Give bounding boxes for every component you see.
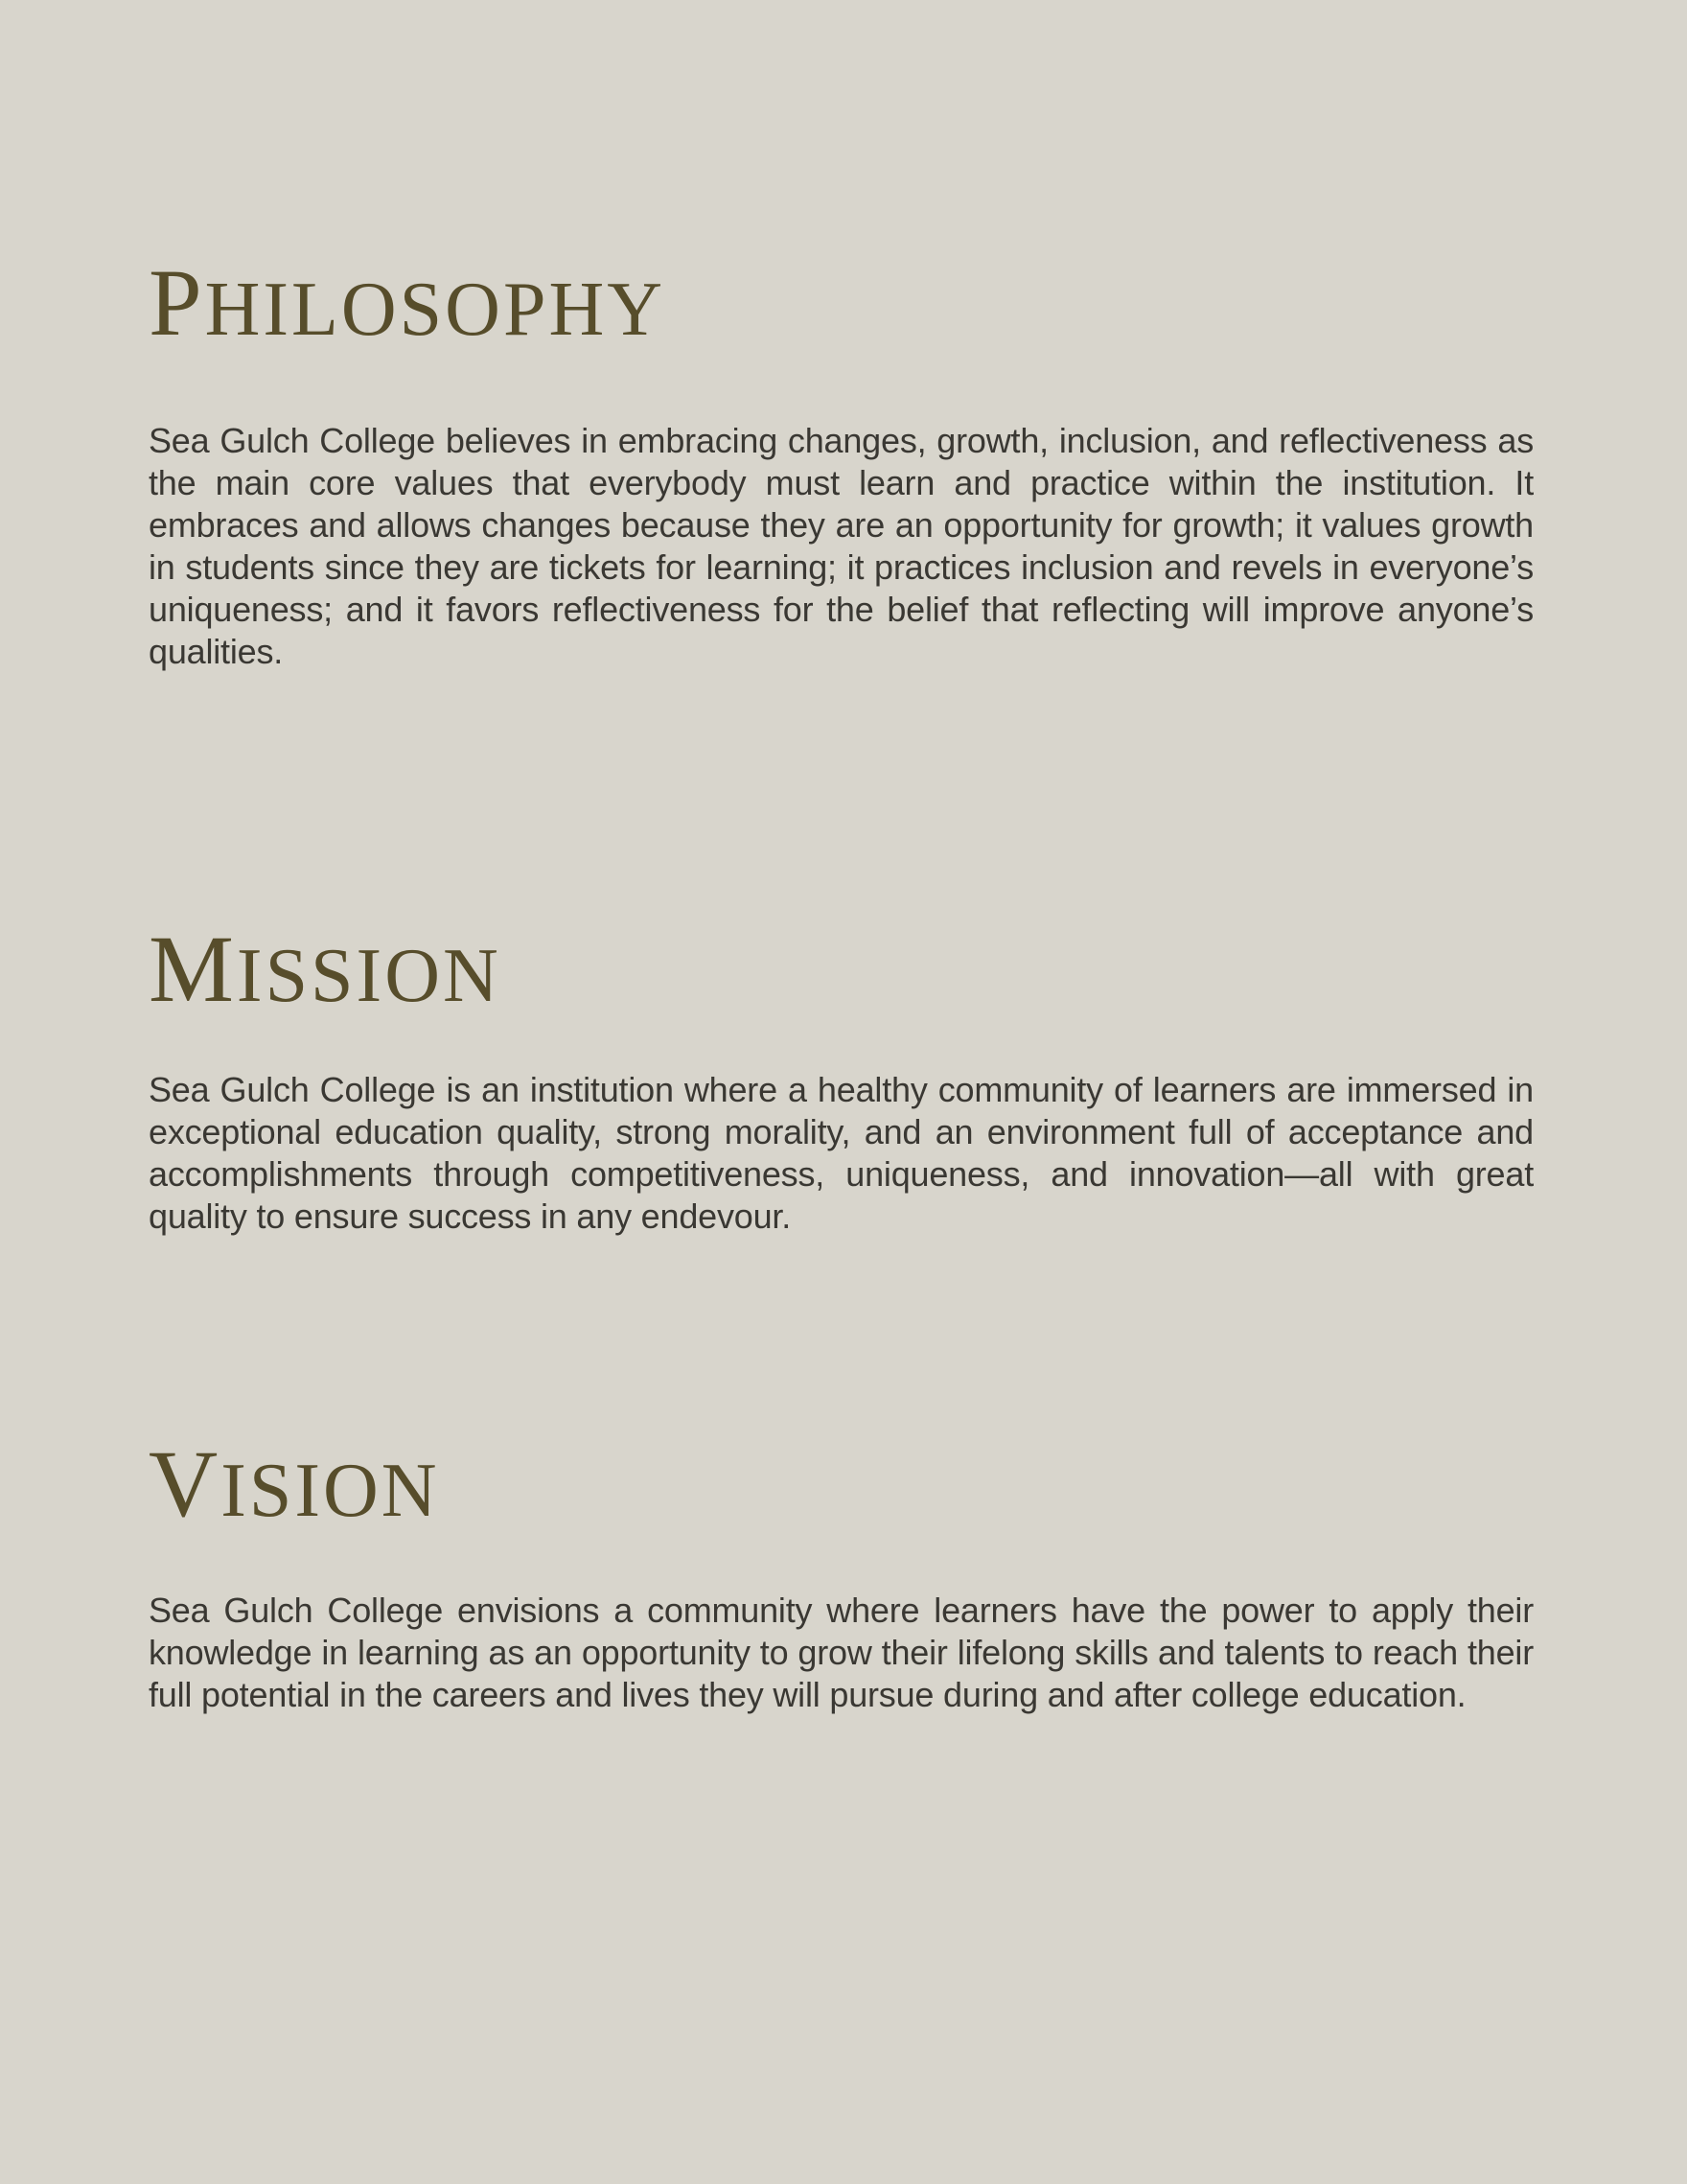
vision-paragraph: Sea Gulch College envisions a community where learners have the power to apply their knowledge in learning as an opportunity to grow their lifelong skills and talents to reach their full potential in the careers and lives they will pursue during and after college education. (149, 1591, 1534, 1714)
section-vision (149, 1430, 1534, 1716)
vision-heading (149, 1430, 1534, 1537)
mission-paragraph: Sea Gulch College is an institution where a healthy community of learners are immersed in exceptional education quality, strong morality, and an environment full of acceptance and accomplishments through competitiveness, uniqueness, and innovation—all with great quality to ensure success in any endevour. (149, 1070, 1534, 1236)
philosophy-heading-initial: P (149, 249, 205, 356)
vision-heading-initial: V (149, 1430, 221, 1537)
mission-heading-rest: ISSION (236, 934, 501, 1018)
mission-heading (149, 916, 1534, 1022)
philosophy-paragraph: Sea Gulch College believes in embracing changes, growth, inclusion, and reflectiveness as the main core values that everybody must learn and practice within the institution. It embraces and allows changes because they are an opportunity for growth; it values growth in students since they are tickets for learning; it practices inclusion and revels in everyone’s uniqueness; and it favors reflectiveness for the belief that reflecting will improve anyone’s qualities. (149, 421, 1534, 671)
section-mission (149, 916, 1534, 1238)
philosophy-heading (149, 249, 1534, 356)
mission-heading-initial: M (149, 916, 237, 1022)
section-philosophy (149, 249, 1534, 673)
vision-heading-rest: ISION (220, 1449, 440, 1533)
philosophy-heading-rest: HILOSOPHY (204, 267, 665, 352)
